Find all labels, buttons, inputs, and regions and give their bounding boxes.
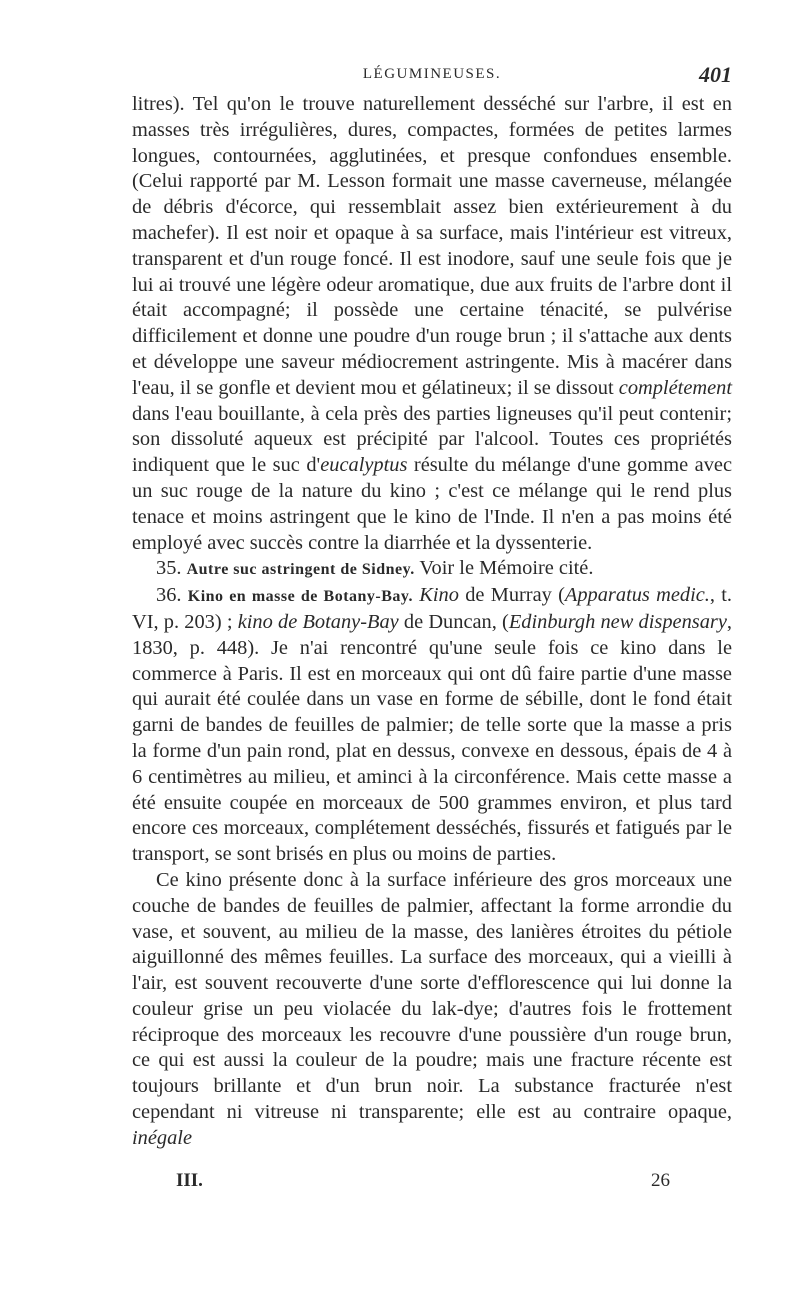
page-body (132, 92, 732, 1152)
text-run: , t. VI, p. 203) ; (132, 584, 732, 633)
sheet-number: 26 (651, 1170, 670, 1191)
text-run: résulte du mélange d'une gomme avec un suc rouge de la nature du kino ; c'est ce mélange qui le rend plus tenace et moins astringent que le kino de l'Inde. Il n'en a pas moins été employé avec succès contre la diarrhée et la dyssenterie. (132, 454, 732, 554)
paragraph-4 (132, 868, 732, 1152)
italic-text: eucalyptus (320, 454, 408, 477)
section-heading: Kino en masse de Botany-Bay. (187, 588, 414, 606)
signature-mark: III. (176, 1170, 203, 1191)
italic-text: Apparatus medic. (564, 584, 710, 607)
italic-text: complétement (618, 376, 732, 399)
page-footer (132, 1170, 732, 1196)
italic-text: inégale (132, 1126, 193, 1149)
text-run: litres). Tel qu'on le trouve naturellement desséché sur l'arbre, il est en masses très irrégulières, dures, compactes, formées de petites larmes longues, contournées, agglutinées, et presque confondues ensemble. (Celui rapporté par M. Lesson formait une masse caverneuse, mélangée de débris d'écorce, qui ressemblait assez bien extérieurement à du machefer). Il est noir et opaque à sa surface, mais l'intérieur est vitreux, transparent et d'un rouge foncé. Il est inodore, sauf une seule fois que je lui ai trouvé une légère odeur aromatique, due aux fruits de l'arbre dont il était accompagné; il possède une certaine ténacité, se pulvérise difficilement et donne une poudre d'un rouge brun ; il s'attache aux dents et développe une saveur médiocrement astringente. Mis à macérer dans l'eau, il se gonfle et devient mou et gélatineux; il se dissout (132, 93, 732, 399)
page-header (132, 62, 732, 94)
paragraph-2 (132, 556, 732, 583)
paragraph-3 (132, 583, 732, 868)
running-title: LÉGUMINEUSES. (362, 66, 502, 82)
text-run: de Duncan, ( (398, 610, 509, 633)
italic-text: Edinburgh new dispensary (508, 610, 727, 633)
item-number: 36. (156, 584, 188, 607)
italic-text: kino de Botany-Bay (237, 610, 399, 633)
paragraph-1 (132, 92, 732, 556)
text-run: , 1830, p. 448). Je n'ai rencontré qu'une seule fois ce kino dans le commerce à Paris. Il est en morceaux qui ont dû faire partie d'une masse qui aurait été coulée dans un vase en forme de sébille, dont le fond était garni de bandes de feuilles de palmier; de telle sorte que la masse a pris la forme d'un pain rond, plat en dessus, convexe en dessous, épais de 4 à 6 centimètres au milieu, et aminci à la circonférence. Mais cette masse a été ensuite coupée en morceaux de 500 grammes environ, et plus tard encore ces morceaux, complétement desséchés, fissurés et fatigués par le transport, se sont brisés en plus ou moins de parties. (132, 610, 732, 866)
section-heading: Autre suc astringent de Sidney. (186, 561, 415, 579)
text-run: Voir le Mémoire cité. (414, 557, 594, 580)
page-number: 401 (699, 62, 732, 87)
italic-text: Kino (419, 584, 459, 607)
item-number: 35. (156, 557, 187, 580)
text-run: Ce kino présente donc à la surface inférieure des gros morceaux une couche de bandes de feuilles de palmier, affectant la forme arrondie du vase, et souvent, au milieu de la masse, des lanières étroites du pétiole aiguillonné des mêmes feuilles. La surface des morceaux, qui a vieilli à l'air, est souvent recouverte d'une sorte d'efflorescence qui lui donne la couleur grise un peu violacée du lak-dye; d'autres fois le frottement réciproque des morceaux les recouvre d'une poussière d'un rouge brun, ce qui est aussi la couleur de la poudre; mais une fracture récente est toujours brillante et d'un brun noir. La substance fracturée n'est cependant ni vitreuse ni transparente; elle est au contraire opaque, (132, 868, 732, 1124)
text-run: dans l'eau bouillante, à cela près des parties ligneuses qu'il peut contenir; son dissoluté aqueux est précipité par l'alcool. Toutes ces propriétés indiquent que le suc d' (132, 402, 732, 477)
text-run: de Murray ( (458, 584, 565, 607)
